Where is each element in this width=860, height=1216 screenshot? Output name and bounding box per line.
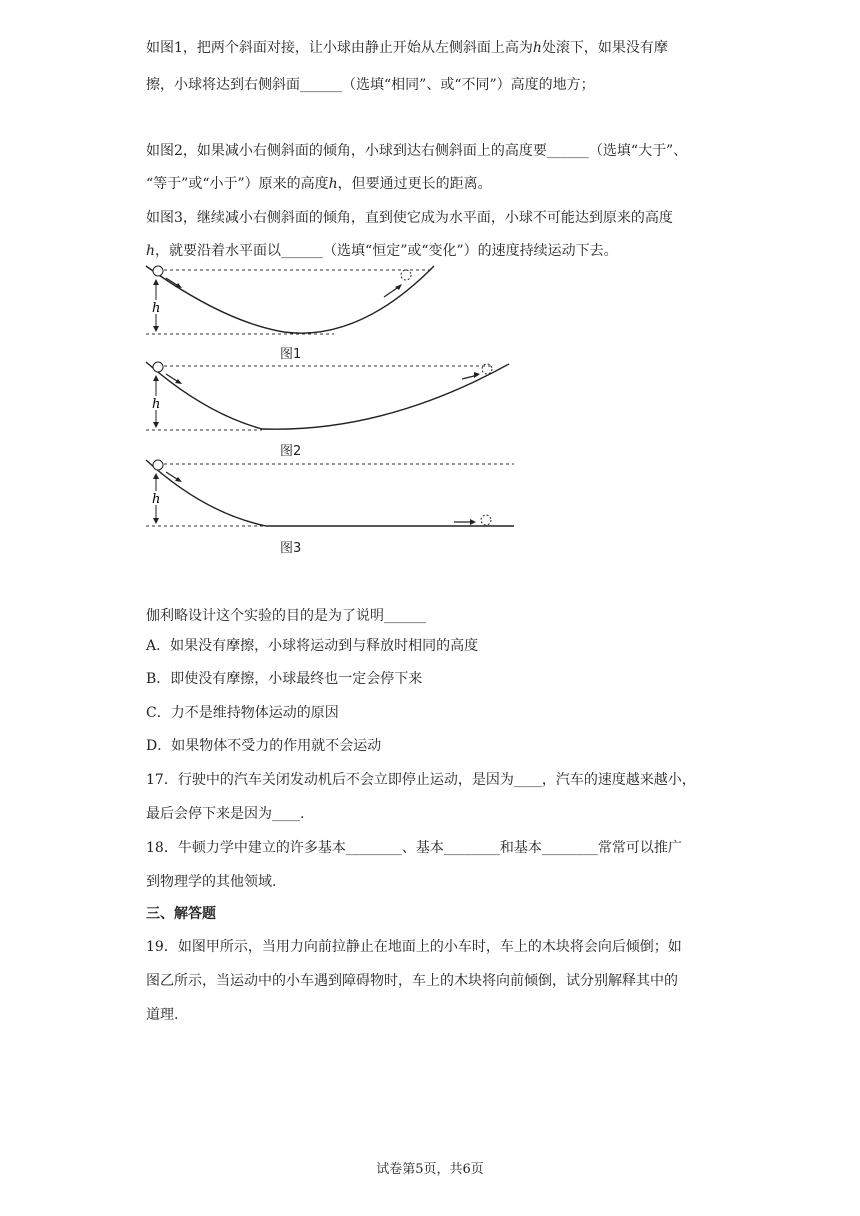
ball	[153, 362, 163, 372]
q19-line3: 道理.	[146, 1007, 179, 1023]
arrowhead	[153, 473, 159, 479]
option-d: D．如果物体不受力的作用就不会运动	[146, 738, 382, 754]
text-segment: ，但要通过更长的距离。	[337, 176, 492, 192]
q18-line2: 到物理学的其他领域.	[146, 874, 277, 890]
h-variable: h	[328, 176, 338, 192]
ball	[153, 460, 163, 470]
figure-3-caption: 图3	[280, 541, 302, 556]
arrowhead	[470, 519, 476, 525]
arrowhead	[153, 326, 159, 332]
ramp-track	[146, 460, 514, 526]
paragraph-fig2-line1: 如图2，如果减小右侧斜面的倾角，小球到达右侧斜面上的高度要______（选填“大于”、	[146, 143, 688, 159]
section-heading: 三、解答题	[146, 906, 216, 922]
arrowhead	[153, 422, 159, 428]
arrowhead	[153, 375, 159, 381]
paragraph-fig2-line2	[146, 174, 492, 194]
ghost-ball	[481, 515, 491, 525]
q17-line2: 最后会停下来是因为____.	[146, 806, 305, 822]
h-variable: h	[146, 243, 156, 259]
text-segment: 如图1，把两个斜面对接，让小球由静止开始从左侧斜面上高为	[146, 40, 533, 56]
figure-1-diagram	[144, 262, 524, 342]
paragraph-fig3-line1: 如图3，继续减小右侧斜面的倾角，直到使它成为水平面，小球不可能达到原来的高度	[146, 210, 673, 226]
text-segment: “等于”或“小于”）原来的高度	[146, 176, 329, 192]
option-c: C．力不是维持物体运动的原因	[146, 705, 339, 721]
arrowhead	[153, 279, 159, 285]
paragraph-fig1-line2: 擦，小球将达到右侧斜面______（选填“相同”、或“不同”）高度的地方；	[146, 77, 595, 93]
h-label: h	[152, 397, 161, 412]
h-variable: h	[532, 40, 542, 56]
q19-line2: 图乙所示，当运动中的小车遇到障碍物时，车上的木块将向前倾倒，试分别解释其中的	[146, 973, 678, 989]
page-footer: 试卷第5页，共6页	[376, 1162, 484, 1177]
paragraph-fig1-line1	[146, 38, 668, 58]
h-label: h	[152, 492, 161, 507]
figure-3-diagram	[144, 458, 524, 534]
figure-2-diagram	[144, 358, 524, 438]
text-segment: 处滚下，如果没有摩	[541, 40, 668, 56]
q19-line1: 19．如图甲所示，当用力向前拉静止在地面上的小车时，车上的木块将会向后倾倒；如	[146, 939, 682, 955]
ball	[153, 266, 163, 276]
ghost-ball	[401, 270, 411, 280]
figure-1-caption: 图1	[280, 347, 302, 362]
figure-2-caption: 图2	[280, 444, 302, 459]
question-stem: 伽利略设计这个实验的目的是为了说明______	[146, 608, 426, 624]
paragraph-fig3-line2	[146, 241, 618, 261]
option-b: B．即使没有摩擦，小球最终也一定会停下来	[146, 671, 423, 687]
q18-line1: 18．牛顿力学中建立的许多基本________、基本________和基本________常常可以推广	[146, 840, 682, 856]
arrowhead	[474, 372, 480, 378]
arrowhead	[153, 518, 159, 524]
text-segment: ，就要沿着水平面以______（选填“恒定”或“变化”）的速度持续运动下去。	[155, 243, 618, 259]
valley-track	[146, 266, 434, 333]
q17-line1: 17．行驶中的汽车关闭发动机后不会立即停止运动，是因为____，汽车的速度越来越小，	[146, 772, 696, 788]
valley-track	[146, 362, 509, 429]
h-label: h	[152, 301, 161, 316]
option-a: A．如果没有摩擦，小球将运动到与释放时相同的高度	[146, 638, 479, 654]
